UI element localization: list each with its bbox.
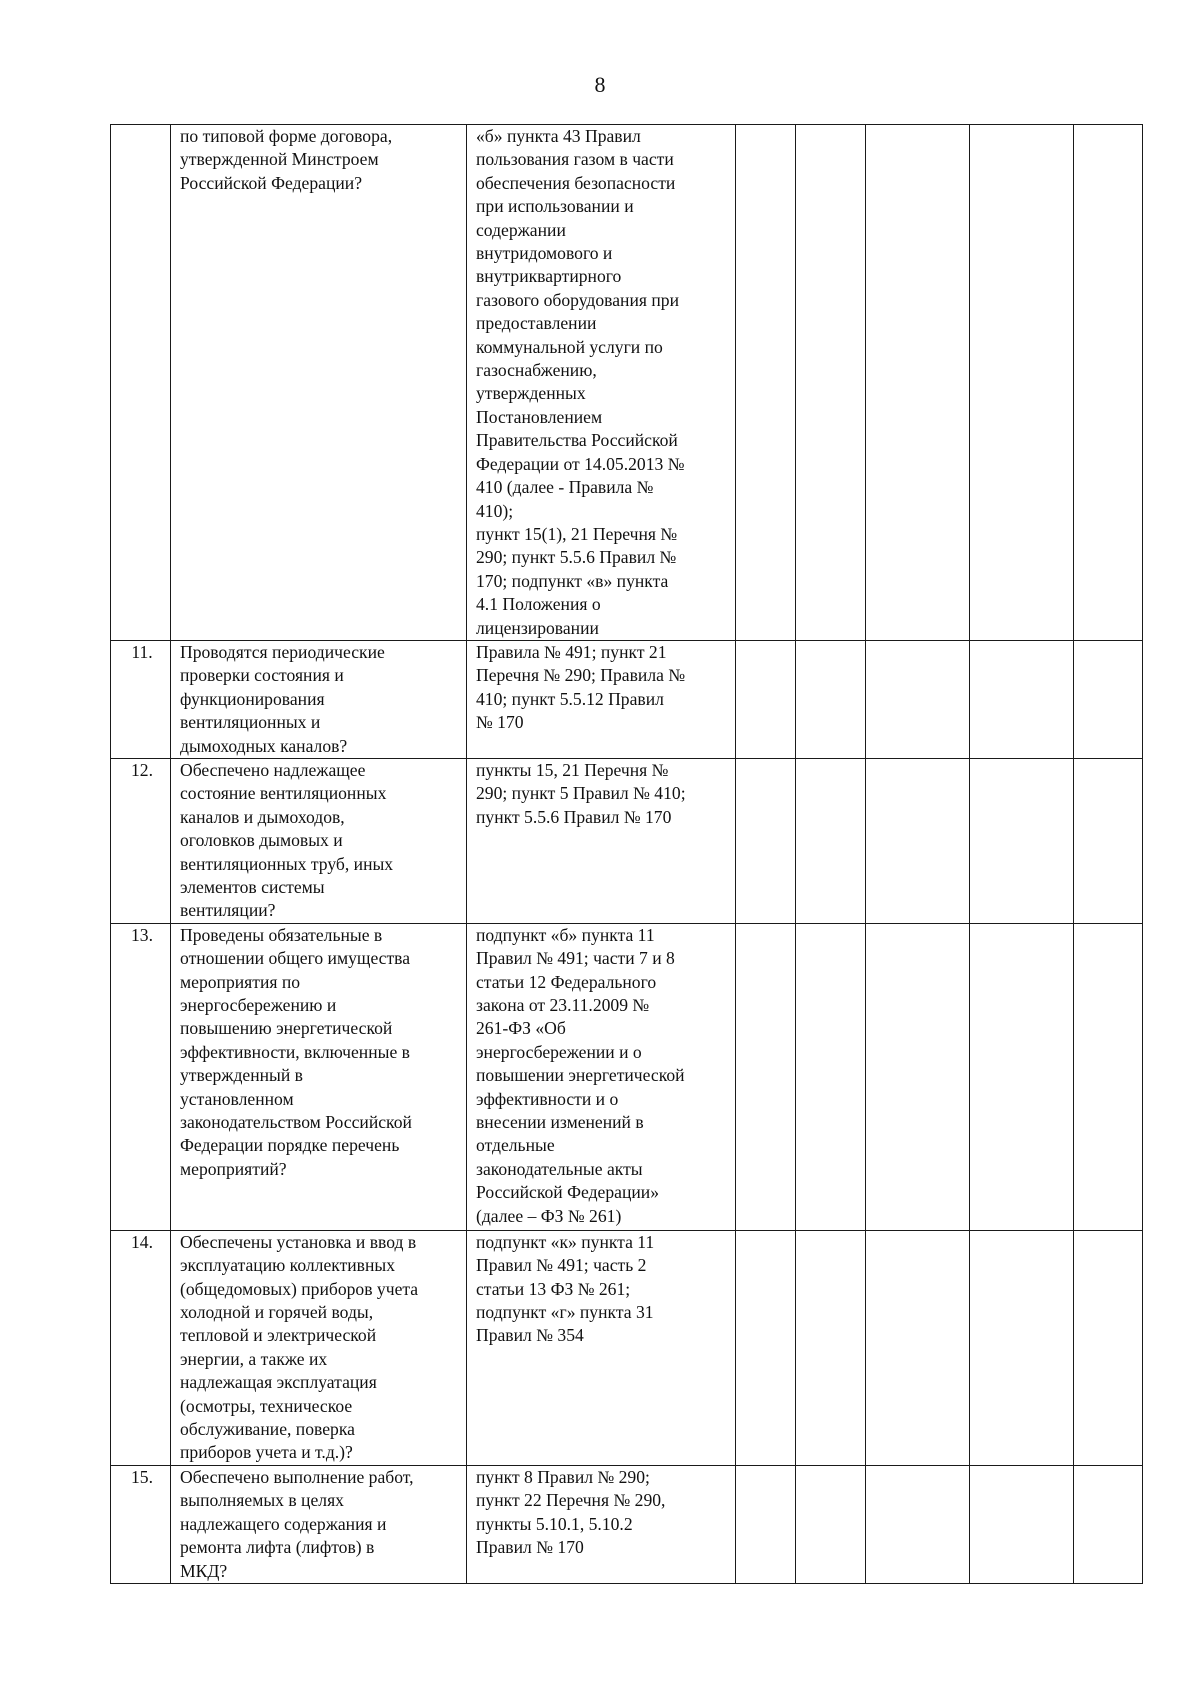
row-number (111, 125, 171, 641)
row-number: 12. (111, 758, 171, 923)
question-text: Проведены обязательные в отношении общего имущества мероприятия по энергосбережению и повышению энергетической эффективности, включенные в утвержденный в установленном законодательством Российской Федерации порядке перечень мероприятий? (180, 924, 412, 1179)
answer-cell-not-applicable[interactable] (866, 758, 970, 923)
reference-text: пункты 15, 21 Перечня № 290; пункт 5 Правил № 410; пункт 5.5.6 Правил № 170 (476, 759, 686, 827)
reference-text: подпункт «к» пункта 11 Правил № 491; часть 2 статьи 13 ФЗ № 261; подпункт «г» пункта 31 Правил № 354 (476, 1231, 655, 1346)
table-row (111, 923, 1143, 1230)
question-cell (171, 640, 467, 758)
answer-cell-note[interactable] (1074, 923, 1143, 1230)
answer-cell-no[interactable] (796, 125, 866, 641)
answer-cell-not-applicable[interactable] (866, 640, 970, 758)
checklist-table (110, 124, 1143, 1584)
answer-cell-not-applicable[interactable] (866, 923, 970, 1230)
reference-cell (467, 125, 736, 641)
reference-text: «б» пункта 43 Правил пользования газом в части обеспечения безопасности при использовании и содержании внутридомового и внутриквартирного газового оборудования при предоставлении коммунальной услуги по газоснабжению, утвержденных Постановлением Правительства Российской Федерации от 14.05.2013 № 410 (далее - Правила № 410); пункт 15(1), 21 Перечня № 290; пункт 5.5.6 Правил № 170; подпункт «в» пункта 4.1 Положения о лицензировании (476, 126, 685, 638)
answer-cell-extra[interactable] (970, 125, 1074, 641)
reference-cell (467, 1465, 736, 1583)
answer-cell-note[interactable] (1074, 125, 1143, 641)
reference-text: подпункт «б» пункта 11 Правил № 491; части 7 и 8 статьи 12 Федерального закона от 23.11.2009 № 261-ФЗ «Об энергосбережении и о повышении энергетической эффективности и о внесении изменений в отдельные законодательные акты Российской Федерации» (далее – ФЗ № 261) (476, 924, 685, 1226)
answer-cell-not-applicable[interactable] (866, 1230, 970, 1465)
table-row (111, 640, 1143, 758)
answer-cell-not-applicable[interactable] (866, 125, 970, 641)
answer-cell-no[interactable] (796, 640, 866, 758)
answer-cell-extra[interactable] (970, 1230, 1074, 1465)
question-cell (171, 1230, 467, 1465)
answer-cell-note[interactable] (1074, 640, 1143, 758)
reference-cell (467, 758, 736, 923)
answer-cell-yes[interactable] (736, 923, 796, 1230)
answer-cell-note[interactable] (1074, 1230, 1143, 1465)
answer-cell-yes[interactable] (736, 758, 796, 923)
answer-cell-extra[interactable] (970, 923, 1074, 1230)
answer-cell-extra[interactable] (970, 640, 1074, 758)
table-row (111, 125, 1143, 641)
reference-cell (467, 1230, 736, 1465)
question-text: Обеспечено выполнение работ, выполняемых в целях надлежащего содержания и ремонта лифта (лифтов) в МКД? (180, 1466, 414, 1581)
answer-cell-not-applicable[interactable] (866, 1465, 970, 1583)
question-cell (171, 125, 467, 641)
reference-text: Правила № 491; пункт 21 Перечня № 290; Правила № 410; пункт 5.5.12 Правил № 170 (476, 641, 686, 733)
table-row (111, 1230, 1143, 1465)
answer-cell-no[interactable] (796, 758, 866, 923)
question-text: Проводятся периодические проверки состояния и функционирования вентиляционных и дымоходных каналов? (180, 641, 385, 756)
answer-cell-yes[interactable] (736, 1465, 796, 1583)
reference-cell (467, 640, 736, 758)
question-text: по типовой форме договора, утвержденной Минстроем Российской Федерации? (180, 126, 393, 193)
answer-cell-yes[interactable] (736, 125, 796, 641)
reference-cell (467, 923, 736, 1230)
answer-cell-extra[interactable] (970, 758, 1074, 923)
row-number: 14. (111, 1230, 171, 1465)
answer-cell-no[interactable] (796, 923, 866, 1230)
row-number: 11. (111, 640, 171, 758)
row-number: 13. (111, 923, 171, 1230)
question-cell (171, 758, 467, 923)
answer-cell-note[interactable] (1074, 758, 1143, 923)
reference-text: пункт 8 Правил № 290; пункт 22 Перечня № 290, пункты 5.10.1, 5.10.2 Правил № 170 (476, 1466, 666, 1558)
table-row (111, 1465, 1143, 1583)
table-row (111, 758, 1143, 923)
question-text: Обеспечены установка и ввод в эксплуатацию коллективных (общедомовых) приборов учета холодной и горячей воды, тепловой и электрической энергии, а также их надлежащая эксплуатация (осмотры, техническое обслуживание, поверка приборов учета и т.д.)? (180, 1231, 419, 1463)
answer-cell-yes[interactable] (736, 1230, 796, 1465)
answer-cell-no[interactable] (796, 1465, 866, 1583)
answer-cell-yes[interactable] (736, 640, 796, 758)
question-cell (171, 923, 467, 1230)
answer-cell-note[interactable] (1074, 1465, 1143, 1583)
answer-cell-no[interactable] (796, 1230, 866, 1465)
question-cell (171, 1465, 467, 1583)
page-number: 8 (594, 72, 606, 97)
answer-cell-extra[interactable] (970, 1465, 1074, 1583)
question-text: Обеспечено надлежащее состояние вентиляционных каналов и дымоходов, оголовков дымовых и вентиляционных труб, иных элементов системы вентиляции? (180, 759, 394, 921)
row-number: 15. (111, 1465, 171, 1583)
